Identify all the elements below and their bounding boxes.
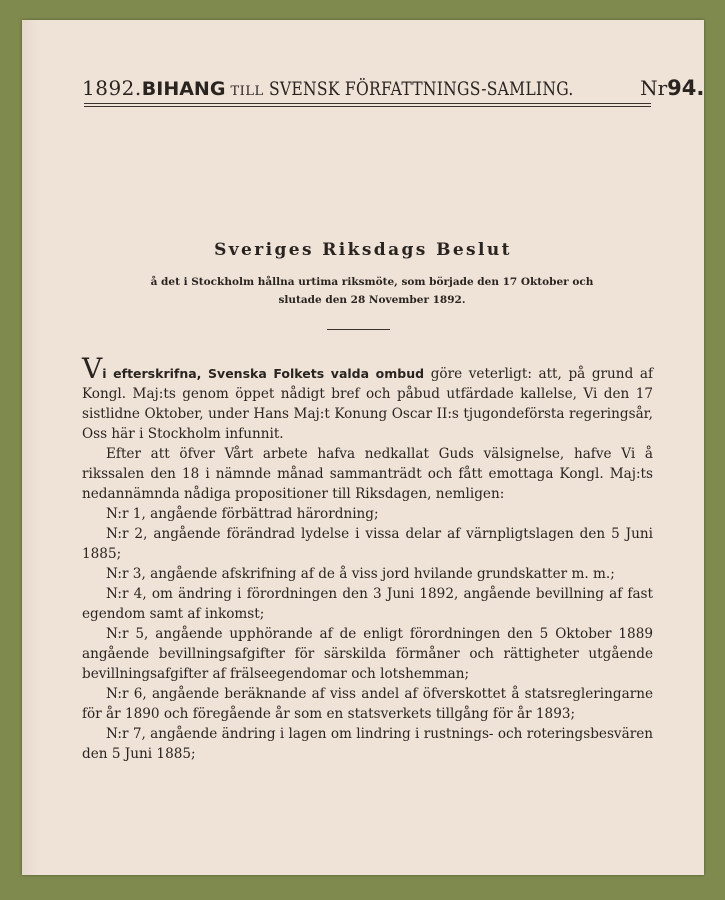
list-item: N:r 6, angående beräknande af viss andel af öfverskottet å statsregleringarne för år 1890 och föregående år som en statsverkets tillgång för år 1893; (82, 686, 653, 722)
header-series (142, 78, 640, 100)
list-item: N:r 7, angående ändring i lagen om lindring i rustnings- och roteringsbesvären den 5 Juni 1885; (82, 726, 653, 762)
header-rule-top (84, 103, 651, 104)
list-item: N:r 3, angående afskrifning af de å viss jord hvilande grundskatter m. m.; (106, 566, 615, 582)
drop-cap: V (82, 352, 103, 385)
list-item: N:r 1, angående förbättrad härordning; (106, 506, 379, 522)
page-subtitle: å det i Stockholm hållna urtima riksmöte, som började den 17 Oktober och slutade den 28 November 1892. (150, 276, 594, 306)
header-till: TILL (230, 84, 264, 99)
running-header (82, 76, 704, 100)
header-samling: SVENSK FÖRFATTNINGS-SAMLING. (268, 78, 574, 100)
page-title: Sveriges Riksdags Beslut (214, 240, 512, 260)
header-bihang: BIHANG (141, 78, 226, 100)
header-number-value: 94. (667, 76, 704, 100)
paragraph-opening (82, 352, 654, 444)
opening-lead: i efterskrifna, Svenska Folkets valda ombud (102, 366, 425, 381)
list-item: N:r 2, angående förändrad lydelse i vissa delar af värnpligtslagen den 5 Juni 1885; (82, 526, 653, 562)
document-body (82, 352, 654, 764)
paragraph: Efter att öfver Vårt arbete hafva nedkallat Guds välsignelse, hafve Vi å rikssalen den 18 i nämnde månad sammanträdt och fått emottaga Kongl. Maj:ts nedannämnda nådiga propositioner till Riksdagen, nemligen: (82, 446, 653, 502)
opening-text: göre veterligt: att, på grund af Kongl. Maj:ts genom öppet nådigt bref och påbud utfärdade kallelse, Vi den 17 sistlidne Oktober, under Hans Maj:t Konung Oscar II:s tjugondeförsta regeringsår, Oss här i Stockholm infunnit. (82, 366, 654, 442)
header-rule-bottom (84, 106, 651, 107)
title-divider (327, 329, 390, 330)
header-year: 1892. (82, 76, 142, 100)
document-page (22, 20, 704, 875)
header-number-prefix: Nr (640, 76, 668, 100)
list-item: N:r 4, om ändring i förordningen den 3 Juni 1892, angående bevillning af fast egendom samt af inkomst; (82, 586, 653, 622)
list-item: N:r 5, angående upphörande af de enligt förordningen den 5 Oktober 1889 angående bevillningsafgifter för särskilda förmåner och rättigheter utgående bevillningsafgifter af frälseegendomar och lotshemman; (82, 626, 653, 682)
header-number (640, 76, 704, 100)
